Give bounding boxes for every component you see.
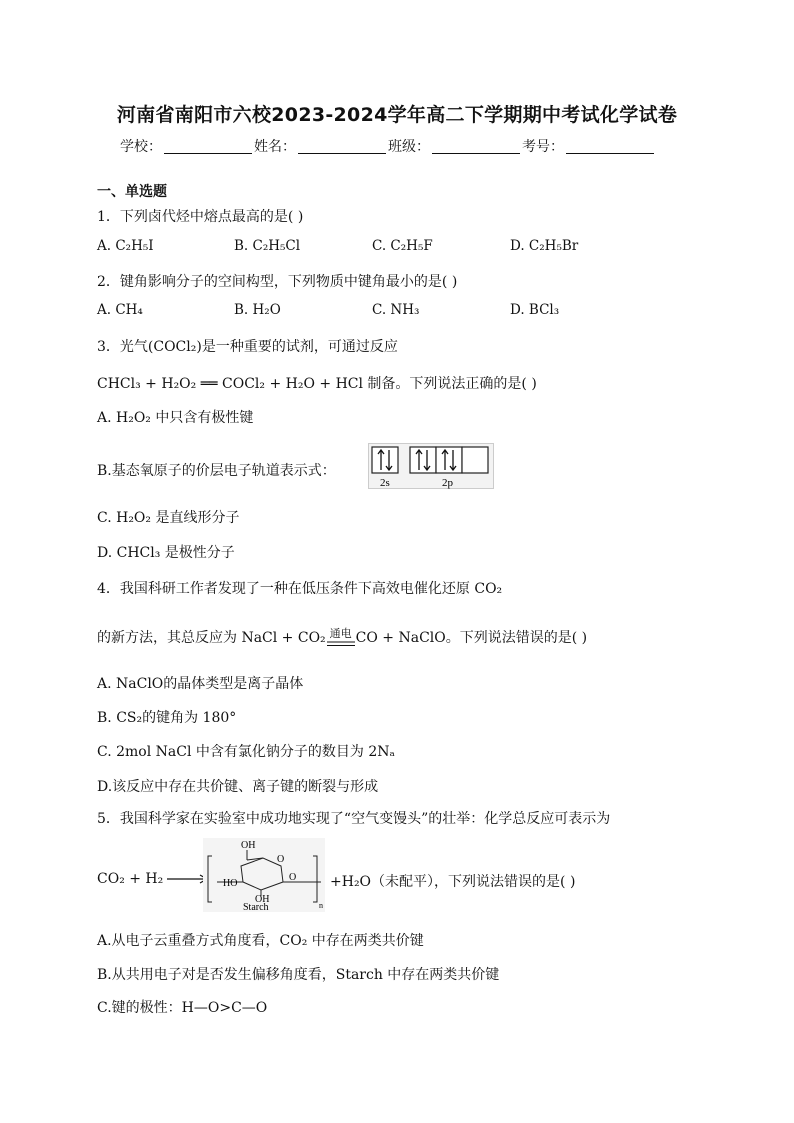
q5-option-b: B.从共用电子对是否发生偏移角度看，Starch 中存在两类共价键 — [97, 967, 500, 983]
mol-label-oh-top: OH — [241, 840, 256, 851]
electrolysis-arrow — [327, 625, 355, 647]
q2-option-d: D. BCl₃ — [510, 302, 560, 318]
q3-option-a: A. H₂O₂ 中只含有极性键 — [97, 410, 254, 426]
starch-structure — [203, 838, 325, 912]
arrow-label: 通电 — [329, 627, 352, 640]
q5-stem-line1: 5．我国科学家在实验室中成功地实现了“空气变馒头”的壮举：化学总反应可表示为 — [97, 811, 611, 827]
q5-option-c: C.键的极性：H—O>C—O — [97, 1000, 268, 1016]
q3-stem-line1: 3．光气(COCl₂)是一种重要的试剂，可通过反应 — [97, 339, 398, 355]
q3-option-c: C. H₂O₂ 是直线形分子 — [97, 510, 240, 526]
double-line-icon — [327, 641, 355, 647]
q1-option-d: D. C₂H₅Br — [510, 238, 579, 254]
student-info-row — [120, 136, 656, 156]
school-label: 学校： — [120, 139, 162, 155]
q3-stem-line2: CHCl₃ + H₂O₂ ══ COCl₂ + H₂O + HCl 制备。下列说法正确的是( ) — [97, 376, 537, 392]
q5-equation-right: +H₂O（未配平），下列说法错误的是( ) — [330, 874, 576, 890]
q5-equation-left — [97, 871, 209, 887]
class-blank — [432, 139, 520, 154]
q4-option-a: A. NaClO的晶体类型是离子晶体 — [97, 676, 304, 692]
q4-products: CO + NaClO。下列说法错误的是( ) — [355, 630, 588, 646]
exam-number-blank — [566, 139, 654, 154]
mol-label-ring-o: O — [277, 854, 285, 865]
section-heading: 一、单选题 — [97, 184, 167, 200]
mol-label-glycosidic-o: O — [289, 872, 297, 883]
q4-option-c: C. 2mol NaCl 中含有氯化钠分子的数目为 2Nₐ — [97, 744, 395, 760]
exam-number-label: 考号： — [522, 139, 564, 155]
mol-label-oh-bottom: OH — [255, 894, 270, 905]
orbital-diagram — [368, 443, 494, 489]
orbital-label-2p: 2p — [442, 477, 453, 489]
q1-option-b: B. C₂H₅Cl — [234, 238, 301, 254]
q4-option-d: D.该反应中存在共价键、离子键的断裂与形成 — [97, 779, 379, 795]
page-title: 河南省南阳市六校2023-2024学年高二下学期期中考试化学试卷 — [116, 104, 678, 126]
q2-stem: 2．键角影响分子的空间构型，下列物质中键角最小的是( ) — [97, 274, 458, 290]
q4-reactants: 的新方法，其总反应为 NaCl + CO₂ — [97, 630, 326, 646]
q1-option-a: A. C₂H₅I — [97, 238, 154, 254]
mol-label-starch: Starch — [243, 902, 269, 912]
orbital-label-2s: 2s — [380, 477, 390, 489]
q4-stem-line1: 4．我国科研工作者发现了一种在低压条件下高效电催化还原 CO₂ — [97, 581, 503, 597]
q1-stem: 1．下列卤代烃中熔点最高的是( ) — [97, 209, 304, 225]
q2-option-c: C. NH₃ — [372, 302, 420, 318]
mol-label-n: n — [319, 901, 323, 910]
q5-option-a: A.从电子云重叠方式角度看，CO₂ 中存在两类共价键 — [97, 933, 424, 949]
q3-option-d: D. CHCl₃ 是极性分子 — [97, 545, 235, 561]
class-label: 班级： — [388, 139, 430, 155]
mol-label-ho: HO — [223, 878, 238, 889]
name-blank — [298, 139, 386, 154]
q1-option-c: C. C₂H₅F — [372, 238, 433, 254]
q2-option-a: A. CH₄ — [97, 302, 143, 318]
school-blank — [164, 139, 252, 154]
q4-stem-line2 — [97, 625, 587, 647]
q2-option-b: B. H₂O — [234, 302, 281, 318]
name-label: 姓名： — [254, 139, 296, 155]
q4-option-b: B. CS₂的键角为 180° — [97, 710, 237, 726]
q3-option-b: B.基态氧原子的价层电子轨道表示式： — [97, 463, 336, 479]
q5-reactants: CO₂ + H₂ — [97, 871, 164, 887]
